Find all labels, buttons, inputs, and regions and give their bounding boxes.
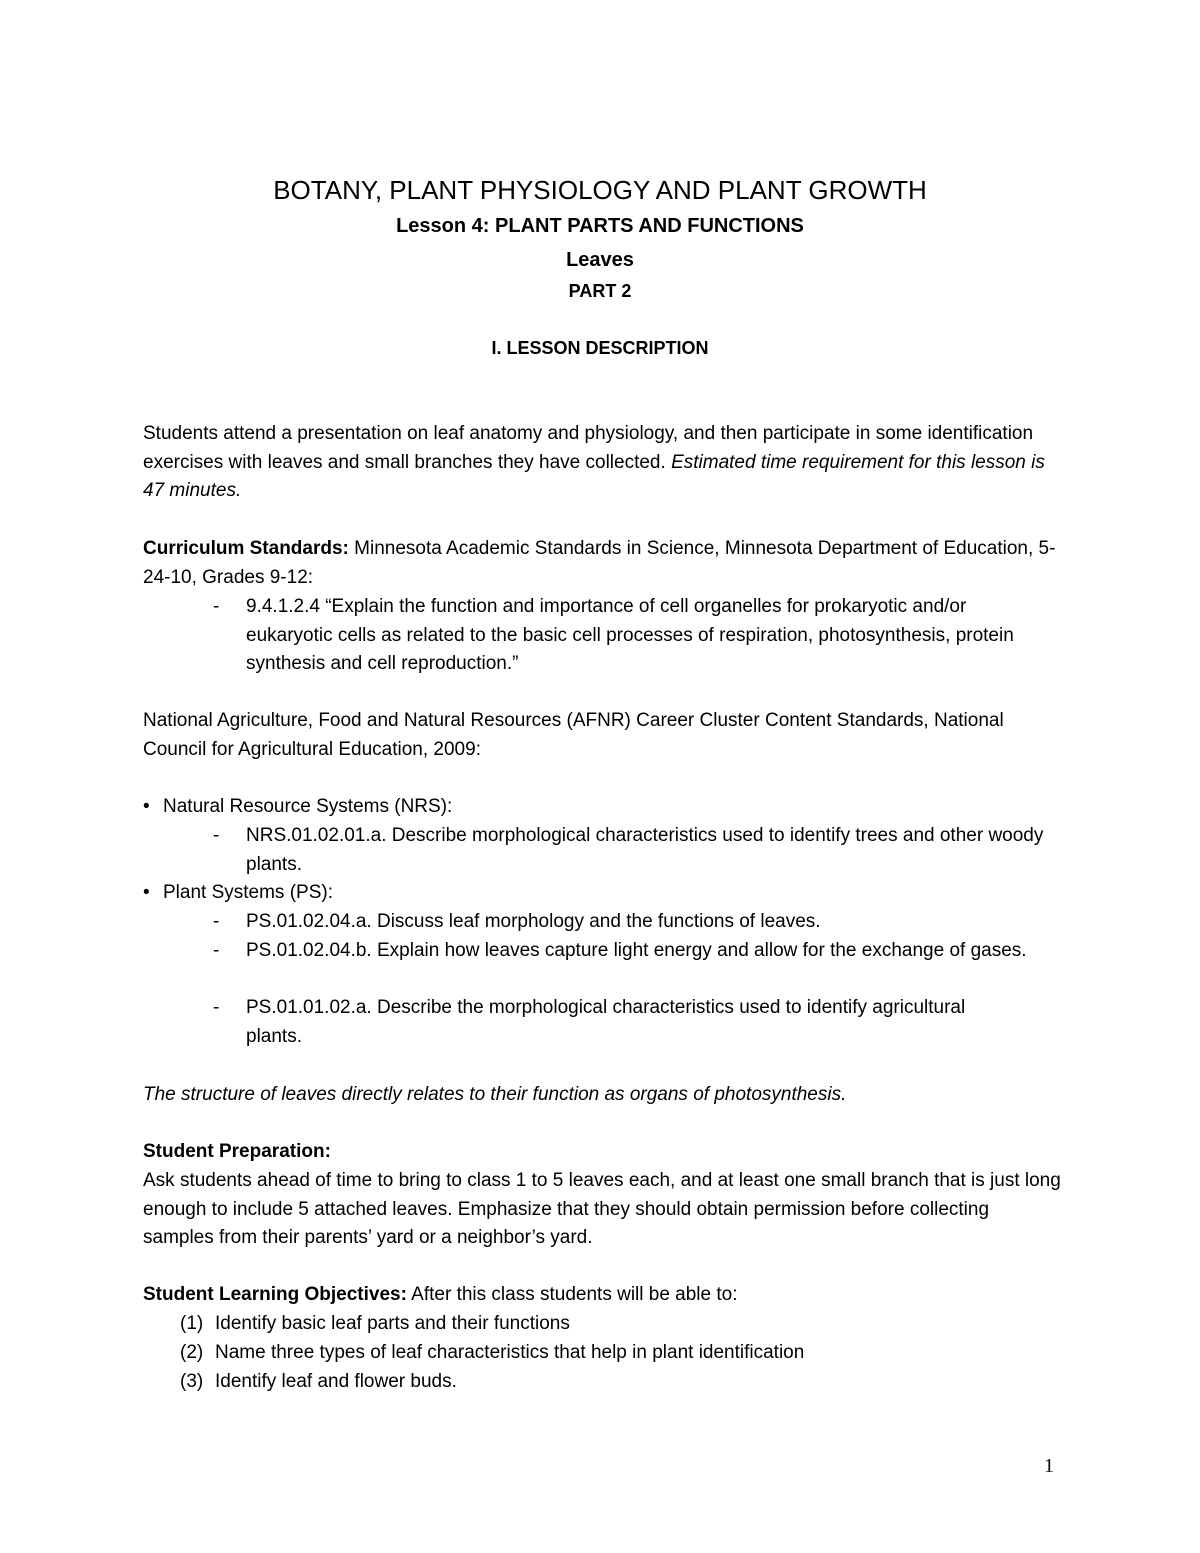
- curriculum-label: Curriculum Standards:: [143, 538, 349, 559]
- objective-number: (2): [180, 1342, 204, 1363]
- nrs-item: NRS.01.02.01.a. Describe morphological characteristics used to identify trees and other woody plants.: [246, 825, 1044, 875]
- afnr-paragraph: National Agriculture, Food and Natural Resources (AFNR) Career Cluster Content Standards, National Council for Agricultural Education, 2009:: [143, 710, 1004, 760]
- dash-marker: -: [213, 997, 220, 1018]
- objective-number: (1): [180, 1313, 204, 1334]
- section-heading: I. LESSON DESCRIPTION: [491, 338, 709, 358]
- curriculum-paragraph: [143, 535, 1063, 592]
- curriculum-item: 9.4.1.2.4 “Explain the function and importance of cell organelles for prokaryotic and/or eukaryotic cells as related to the basic cell processes of respiration, photosynthesis, protein synthesis and cell reproduction.”: [246, 596, 1014, 675]
- objectives-text: After this class students will be able to:: [411, 1284, 738, 1305]
- document-title: BOTANY, PLANT PHYSIOLOGY AND PLANT GROWTH: [273, 175, 927, 205]
- time-note: Estimated time requirement for this lesson is 47 minutes.: [143, 451, 1045, 502]
- lesson-title: Lesson 4: PLANT PARTS AND FUNCTIONS: [396, 215, 804, 237]
- objective-item: Identify basic leaf parts and their functions: [215, 1313, 570, 1334]
- objectives-paragraph: [143, 1281, 1063, 1310]
- bullet-marker: •: [143, 796, 150, 817]
- bullet-marker: •: [143, 882, 150, 903]
- intro-paragraph: [143, 420, 1063, 506]
- student-prep-label: Student Preparation:: [143, 1141, 331, 1162]
- curriculum-text: Minnesota Academic Standards in Science, Minnesota Department of Education, 5-24-10, Grades 9-12:: [143, 538, 1056, 588]
- structure-note: The structure of leaves directly relates to their function as organs of photosynthesis.: [143, 1084, 847, 1105]
- student-prep-text: Ask students ahead of time to bring to class 1 to 5 leaves each, and at least one small branch that is just long enough to include 5 attached leaves. Emphasize that they should obtain permission before collecting samples from their parents’ yard or a neighbor’s yard.: [143, 1170, 1061, 1249]
- objective-item: Name three types of leaf characteristics that help in plant identification: [215, 1342, 805, 1363]
- page-number: 1: [1044, 1455, 1054, 1477]
- dash-marker: -: [213, 825, 220, 846]
- topic-title: Leaves: [566, 249, 634, 271]
- dash-marker: -: [213, 911, 220, 932]
- objective-number: (3): [180, 1371, 204, 1392]
- objectives-label: Student Learning Objectives:: [143, 1284, 407, 1305]
- ps-item: PS.01.01.02.a. Describe the morphological characteristics used to identify agricultural plants.: [246, 997, 966, 1047]
- intro-text: Students attend a presentation on leaf anatomy and physiology, and then participate in some identification exercises with leaves and small branches they have collected.: [143, 423, 1034, 473]
- nrs-label: Natural Resource Systems (NRS):: [163, 796, 453, 817]
- ps-item: PS.01.02.04.b. Explain how leaves capture light energy and allow for the exchange of gases.: [246, 940, 1027, 961]
- ps-item: PS.01.02.04.a. Discuss leaf morphology and the functions of leaves.: [246, 911, 821, 932]
- ps-label: Plant Systems (PS):: [163, 882, 333, 903]
- dash-marker: -: [213, 940, 220, 961]
- dash-marker: -: [213, 596, 220, 617]
- part-label: PART 2: [568, 281, 632, 301]
- objective-item: Identify leaf and flower buds.: [215, 1371, 457, 1392]
